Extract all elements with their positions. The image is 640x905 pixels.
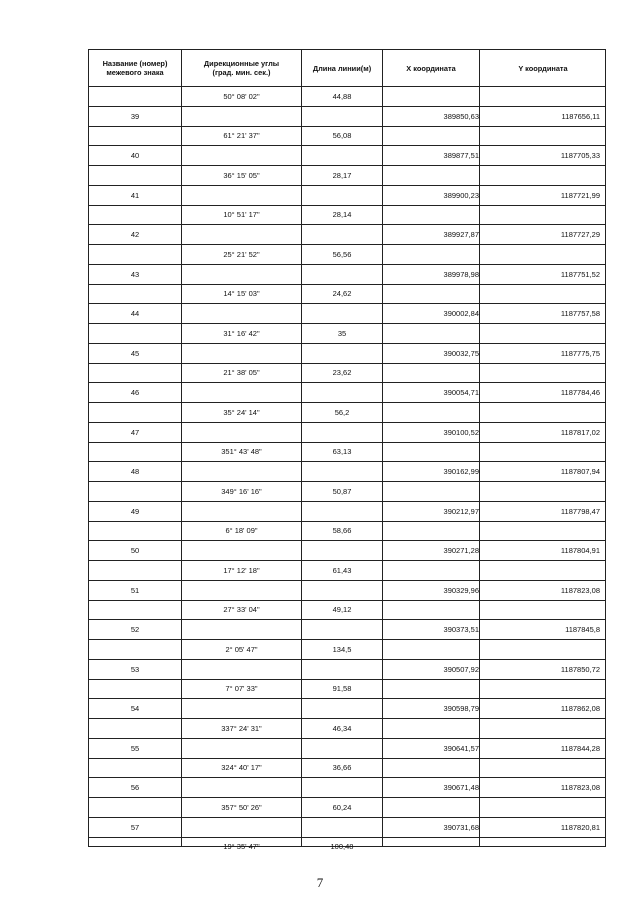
row-divider xyxy=(89,540,605,541)
y-coordinate: 1187823,08 xyxy=(560,585,600,595)
line-length: 44,88 xyxy=(332,91,352,101)
row-divider xyxy=(89,284,605,285)
direction-angle: 10° 51' 17" xyxy=(223,210,260,220)
row-divider xyxy=(89,501,605,502)
boundary-point-name: 40 xyxy=(130,151,140,161)
y-coordinate: 1187823,08 xyxy=(560,783,600,793)
boundary-point-name: 48 xyxy=(130,467,140,477)
boundary-point-name: 50 xyxy=(130,546,140,556)
line-length: 24,62 xyxy=(332,289,352,299)
row-divider xyxy=(89,323,605,324)
row-divider xyxy=(89,817,605,818)
boundary-point-name: 52 xyxy=(130,625,140,635)
row-divider xyxy=(89,777,605,778)
x-coordinate: 390507,92 xyxy=(443,664,479,674)
boundary-point-name: 57 xyxy=(130,822,140,832)
line-length: 134,5 xyxy=(332,644,352,654)
row-divider xyxy=(89,698,605,699)
y-coordinate: 1187862,08 xyxy=(560,704,600,714)
boundary-point-name: 44 xyxy=(130,309,140,319)
row-divider xyxy=(89,600,605,601)
y-coordinate: 1187844,28 xyxy=(560,743,600,753)
page-number: 7 xyxy=(316,875,324,890)
header-x-coordinate: X координата xyxy=(406,63,456,73)
boundary-point-name: 53 xyxy=(130,664,140,674)
line-length: 63,13 xyxy=(332,447,352,457)
direction-angle: 14° 15' 03" xyxy=(223,289,260,299)
row-divider xyxy=(89,639,605,640)
line-length: 56,08 xyxy=(332,131,352,141)
x-coordinate: 390002,84 xyxy=(443,309,479,319)
header-divider xyxy=(89,86,605,87)
line-length: 50,87 xyxy=(332,486,352,496)
boundary-coordinates-table xyxy=(88,49,606,852)
row-divider xyxy=(89,580,605,581)
row-divider xyxy=(89,244,605,245)
x-coordinate: 390271,28 xyxy=(443,546,479,556)
row-divider xyxy=(89,758,605,759)
direction-angle: 6° 18' 09" xyxy=(225,526,258,536)
row-divider xyxy=(89,303,605,304)
y-coordinate: 1187784,46 xyxy=(560,388,600,398)
row-divider xyxy=(89,619,605,620)
line-length: 91,58 xyxy=(332,684,352,694)
y-coordinate: 1187757,58 xyxy=(560,309,600,319)
y-coordinate: 1187721,99 xyxy=(560,190,600,200)
row-divider xyxy=(89,126,605,127)
line-length: 23,62 xyxy=(332,368,352,378)
row-divider xyxy=(89,442,605,443)
row-divider xyxy=(89,402,605,403)
header-point-name: Название (номер) межевого знака xyxy=(102,59,168,77)
x-coordinate: 390671,48 xyxy=(443,783,479,793)
row-divider xyxy=(89,718,605,719)
row-divider xyxy=(89,205,605,206)
direction-angle: 31° 16' 42" xyxy=(223,328,260,338)
direction-angle: 27° 33' 04" xyxy=(223,605,260,615)
boundary-point-name: 43 xyxy=(130,269,140,279)
boundary-point-name: 42 xyxy=(130,230,140,240)
row-divider xyxy=(89,738,605,739)
y-coordinate: 1187850,72 xyxy=(560,664,600,674)
line-length: 28,14 xyxy=(332,210,352,220)
line-length: 58,66 xyxy=(332,526,352,536)
y-coordinate: 1187751,52 xyxy=(560,269,600,279)
direction-angle: 349° 16' 16" xyxy=(221,486,262,496)
y-coordinate: 1187656,11 xyxy=(561,111,600,121)
direction-angle: 21° 38' 05" xyxy=(223,368,260,378)
boundary-point-name: 45 xyxy=(130,348,140,358)
boundary-point-name: 55 xyxy=(130,743,140,753)
y-coordinate: 1187727,29 xyxy=(560,230,600,240)
boundary-point-name: 46 xyxy=(130,388,140,398)
y-coordinate: 1187705,33 xyxy=(560,151,600,161)
x-coordinate: 390212,97 xyxy=(443,506,479,516)
row-divider xyxy=(89,264,605,265)
row-divider xyxy=(89,382,605,383)
direction-angle: 36° 15' 05" xyxy=(223,170,260,180)
column-divider xyxy=(382,50,383,846)
row-divider xyxy=(89,106,605,107)
y-coordinate: 1187845,8 xyxy=(565,625,600,635)
x-coordinate: 389850,63 xyxy=(443,111,479,121)
line-length: 61,43 xyxy=(332,565,352,575)
row-divider xyxy=(89,165,605,166)
line-length: 35 xyxy=(337,328,347,338)
boundary-point-name: 47 xyxy=(130,427,140,437)
row-divider xyxy=(89,481,605,482)
direction-angle: 25° 21' 52" xyxy=(223,249,260,259)
boundary-point-name: 51 xyxy=(130,585,140,595)
x-coordinate: 389900,23 xyxy=(443,190,479,200)
row-divider xyxy=(89,224,605,225)
row-divider xyxy=(89,422,605,423)
direction-angle: 17° 12' 18" xyxy=(223,565,260,575)
x-coordinate: 390162,99 xyxy=(443,467,479,477)
line-length: 100,48 xyxy=(330,842,354,852)
x-coordinate: 389877,51 xyxy=(443,151,479,161)
direction-angle: 351° 43' 48" xyxy=(221,447,262,457)
direction-angle: 50° 08' 02" xyxy=(223,91,260,101)
x-coordinate: 390032,75 xyxy=(443,348,479,358)
direction-angle: 61° 21' 37" xyxy=(223,131,260,141)
row-divider xyxy=(89,461,605,462)
line-length: 28,17 xyxy=(332,170,352,180)
header-y-coordinate: Y координата xyxy=(518,63,568,73)
boundary-point-name: 54 xyxy=(130,704,140,714)
row-divider xyxy=(89,797,605,798)
x-coordinate: 390373,51 xyxy=(443,625,479,635)
header-direction-angle: Дирекционные углы (град. мин. сек.) xyxy=(203,59,280,77)
row-divider xyxy=(89,343,605,344)
y-coordinate: 1187775,75 xyxy=(560,348,600,358)
y-coordinate: 1187817,02 xyxy=(560,427,600,437)
line-length: 60,24 xyxy=(332,802,352,812)
x-coordinate: 390329,96 xyxy=(443,585,479,595)
direction-angle: 19° 35' 47" xyxy=(223,842,260,852)
boundary-point-name: 49 xyxy=(130,506,140,516)
row-divider xyxy=(89,521,605,522)
y-coordinate: 1187798,47 xyxy=(560,506,600,516)
row-divider xyxy=(89,837,605,838)
boundary-point-name: 39 xyxy=(130,111,140,121)
line-length: 46,34 xyxy=(332,723,352,733)
row-divider xyxy=(89,145,605,146)
y-coordinate: 1187804,91 xyxy=(560,546,600,556)
direction-angle: 35° 24' 14" xyxy=(223,407,260,417)
row-divider xyxy=(89,185,605,186)
row-divider xyxy=(89,659,605,660)
x-coordinate: 390598,79 xyxy=(443,704,479,714)
line-length: 49,12 xyxy=(332,605,352,615)
row-divider xyxy=(89,363,605,364)
row-divider xyxy=(89,560,605,561)
y-coordinate: 1187820,81 xyxy=(560,822,600,832)
direction-angle: 2° 05' 47" xyxy=(225,644,258,654)
line-length: 56,56 xyxy=(332,249,352,259)
x-coordinate: 389927,87 xyxy=(443,230,479,240)
x-coordinate: 390731,68 xyxy=(443,822,479,832)
direction-angle: 7° 07' 33" xyxy=(225,684,258,694)
x-coordinate: 390641,57 xyxy=(443,743,479,753)
direction-angle: 337° 24' 31" xyxy=(221,723,262,733)
direction-angle: 324° 40' 17" xyxy=(221,763,262,773)
direction-angle: 357° 50' 26" xyxy=(221,802,262,812)
line-length: 36,66 xyxy=(332,763,352,773)
column-divider xyxy=(479,50,480,846)
y-coordinate: 1187807,94 xyxy=(560,467,600,477)
row-divider xyxy=(89,679,605,680)
boundary-point-name: 41 xyxy=(130,190,140,200)
x-coordinate: 390054,71 xyxy=(443,388,479,398)
header-line-length: Длина линии(м) xyxy=(312,63,372,73)
line-length: 56,2 xyxy=(334,407,350,417)
x-coordinate: 389978,98 xyxy=(443,269,479,279)
x-coordinate: 390100,52 xyxy=(443,427,479,437)
boundary-point-name: 56 xyxy=(130,783,140,793)
